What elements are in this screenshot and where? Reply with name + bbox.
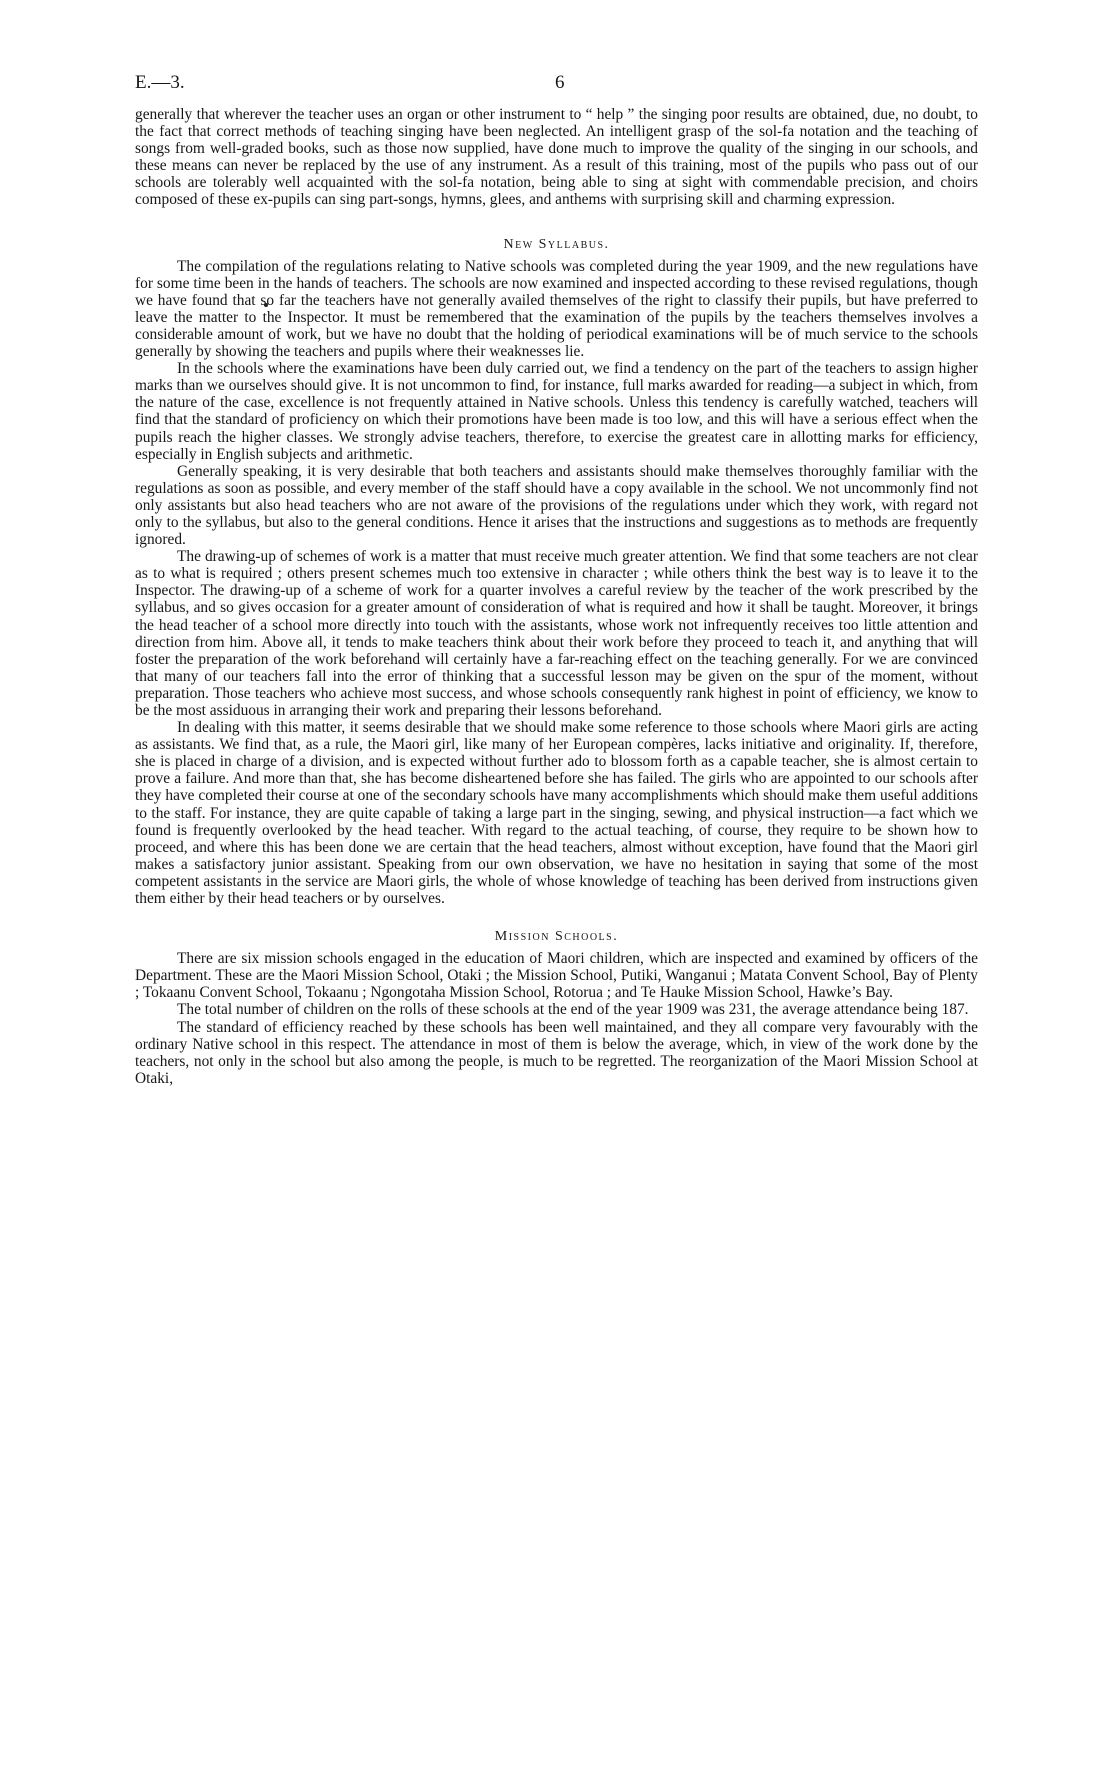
syllabus-paragraph-2: In the schools where the examinations have been duly carried out, we find a tendency on the part of the teachers to assign higher marks than we ourselves should give. It is not uncommon to find, for instance, full marks awarded for reading—a subject in which, from the nature of the case, excellence is not frequently attained in Native schools. Unless this tendency is carefully watched, teachers will find that the standard of proficiency on which their promotions have been made is too low, and this will have a serious effect when the pupils reach the higher classes. We strongly advise teachers, therefore, to exercise the greatest care in allotting marks for efficiency, especially in English subjects and arithmetic.: [135, 360, 978, 463]
syllabus-paragraph-3: Generally speaking, it is very desirable that both teachers and assistants should make themselves thoroughly familiar with the regulations as soon as possible, and every member of the staff should have a copy available in the school. We not uncommonly find not only assistants but also head teachers who are not aware of the provisions of the regulations under which they work, with regard not only to the syllabus, but also to the general conditions. Hence it arises that the instructions and suggestions as to methods are frequently ignored.: [135, 462, 978, 549]
mission-paragraph-3: The standard of efficiency reached by these schools has been well maintained, and they all compare very favourably with the ordinary Native school in this respect. The attendance in most of them is below the average, which, in view of the work done by the teachers, not only in the school but also among the people, is much to be regretted. The reorganization of the Maori Mission School at Otaki,: [135, 1018, 978, 1087]
syllabus-paragraph-1: The compilation of the regulations relating to Native schools was completed during the year 1909, and the new regulations have for some time been in the hands of teachers. The schools are now examined and inspected according to these revised regulations, though we have found that so far the teachers have not generally availed themselves of the right to classify their pupils, but have preferred to leave the matter to the Inspector. It must be remembered that the examination of the pupils by the teachers themselves involves a considerable amount of work, but we have no doubt that the holding of periodical examinations will be of much service to the schools generally by showing the teachers and pupils where their weaknesses lie.: [135, 257, 978, 361]
page-number: 6: [555, 72, 565, 93]
mission-paragraph-1: There are six mission schools engaged in the education of Maori children, which are inspected and examined by officers of the Department. These are the Maori Mission School, Otaki ; the Mission School, Putiki, Wanganui ; Matata Convent School, Bay of Plenty ; Tokaanu Convent School, Tokaanu ; Ngongotaha Mission School, Rotorua ; and Te Hauke Mission School, Hawke’s Bay.: [135, 950, 978, 1002]
page-header: [135, 72, 978, 106]
syllabus-paragraph-4: The drawing-up of schemes of work is a matter that must receive much greater attention. We find that some teachers are not clear as to what is required ; others present schemes much too extensive in character ; while others think the best way is to leave it to the Inspector. The drawing-up of a scheme of work for a quarter involves a careful review by the teacher of the work prescribed by the syllabus, and so gives occasion for a greater amount of consideration of what is required and how it shall be taught. Moreover, it brings the head teacher of a school more directly into touch with the assistants, whose work not infrequently receives too little attention and direction from him. Above all, it tends to make teachers think about their work before they proceed to teach it, and anything that will foster the preparation of the work beforehand will certainly have a far-reaching effect on the teaching generally. For we are convinced that many of our teachers fall into the error of thinking that a successful lesson may be given on the spur of the moment, without preparation. Those teachers who achieve most success, and whose schools consequently rank highest in point of efficiency, we know to be the most assiduous in arranging their work and preparing their lessons beforehand.: [135, 548, 978, 719]
section-heading-mission-schools: Mission Schools.: [494, 929, 619, 945]
syllabus-paragraph-5: In dealing with this matter, it seems desirable that we should make some reference to those schools where Maori girls are acting as assistants. We find that, as a rule, the Maori girl, like many of her European compères, lacks initiative and originality. If, therefore, she is placed in charge of a division, and is expected without further ado to blossom forth as a capable teacher, she is almost certain to prove a failure. And more than that, she has become disheartened before she has failed. The girls who are appointed to our schools after they have completed their course at one of the secondary schools have many accomplishments which should make them useful additions to the staff. For instance, they are quite capable of taking a large part in the singing, sewing, and physical instruction—a fact which we found is frequently overlooked by the head teacher. With regard to the actual teaching, of course, they require to be shown how to proceed, and where this has been done we are certain that the head teachers, almost without exception, have found that the Maori girl makes a satisfactory junior assistant. Speaking from our own observation, we have no hesitation in saying that some of the most competent assistants in the service are Maori girls, the whole of whose knowledge of teaching has been derived from instructions given them either by their head teachers or by ourselves.: [135, 719, 978, 908]
document-page: [135, 72, 978, 1087]
document-reference: E.—3.: [135, 72, 185, 93]
section-heading-new-syllabus: New Syllabus.: [503, 236, 610, 252]
intro-paragraph: generally that wherever the teacher uses an organ or other instrument to “ help ” the singing poor results are obtained, due, no doubt, to the fact that correct methods of teaching singing have been neglected. An intelligent grasp of the sol-fa notation and the teaching of songs from well-graded books, such as those now supplied, have done much to improve the quality of the singing in our schools, and these means can never be replaced by the use of any instrument. As a result of this training, most of the pupils who pass out of our schools are tolerably well acquainted with the sol-fa notation, being able to sing at sight with commendable precision, and choirs composed of these ex-pupils can sing part-songs, hymns, glees, and anthems with surprising skill and charming expression.: [135, 106, 978, 209]
mission-paragraph-2: The total number of children on the rolls of these schools at the end of the year 1909 was 231, the average attendance being 187.: [177, 1001, 969, 1019]
